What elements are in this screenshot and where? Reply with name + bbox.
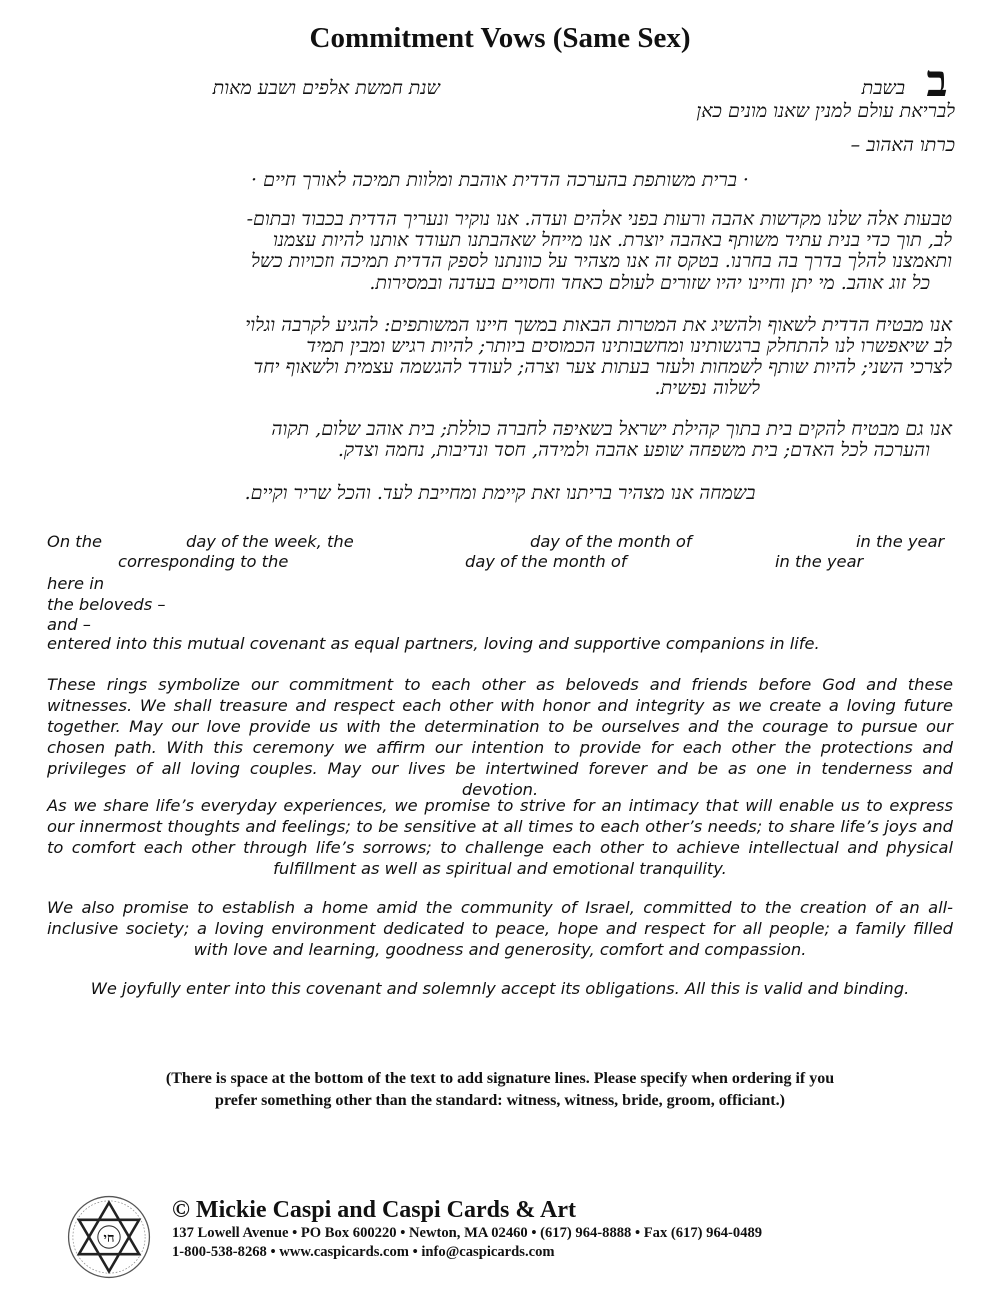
hebrew-para2-line: לב שיאפשרו לנו להתחלק ברגשותינו ומחשבותינו הכמוסים ביותר; להיות רגיש ומבין תמיד [306, 335, 952, 357]
document-title: Commitment Vows (Same Sex) [309, 22, 691, 54]
footer-contact: 1-800-538-8268 • www.caspicards.com • info@caspicards.com [172, 1244, 555, 1260]
english-para1: These rings symbolize our commitment to each other as beloveds and friends before God and these witnesses. We shall treasure and respect each other with honor and integrity as we create a loving future together. May our love provide us with the determination to be ourselves and the courage to pursue our chosen path. With this ceremony we affirm our intention to provide for each other the protections and privileges of all loving couples. May our lives be intertwined forever and be as one in tenderness and devotion. [47, 675, 953, 799]
english-para3: We also promise to establish a home amid the community of Israel, committed to the creation of an all-inclusive society; a loving environment dedicated to peace, hope and respect for all people; a family filled with love and learning, goodness and generosity, comfort and compassion. [47, 898, 953, 959]
label-in-the-year-2: in the year [775, 552, 864, 571]
label-day-of-month: day of the month of [530, 532, 692, 551]
hebrew-beloved-line: כרתו האהוב – [850, 134, 955, 156]
footer-copyright: © Mickie Caspi and Caspi Cards & Art [172, 1197, 576, 1223]
hebrew-para1-line: טבעות אלה שלנו מקדשות אהבה ורעות בפני אלהים ועדה. אנו נוקיר ונעריך הדדית בכבוד ובתום- [246, 208, 952, 230]
hebrew-para1-line: כל זוג אוהב. מי יתן וחיינו יהיו שזורים לעולם כאחד וחסויים בעדנה ובמסירות. [369, 272, 930, 294]
label-here-in: here in [47, 574, 105, 593]
hebrew-para4: בשמחה אנו מצהיר בריתנו זאת קיימת ומחייבת לעד. והכל שריר וקיים. [244, 482, 756, 504]
label-the-beloveds: the beloveds – [47, 595, 166, 614]
label-and: and – [47, 615, 91, 634]
hebrew-bashabbat: בשבת [861, 77, 905, 99]
footer-address: 137 Lowell Avenue • PO Box 600220 • Newton, MA 02460 • (617) 964-8888 • Fax (617) 964-0489 [172, 1225, 763, 1241]
footer [172, 1196, 762, 1262]
entered-covenant-line: entered into this mutual covenant as equal partners, loving and supportive companions in life. [47, 634, 820, 653]
hebrew-para2-line: לצרכי השני; להיות שותף לשמחות ולעזר בעתות צער וצרה; לעודד להגשמה עצמית ולשאוף יחד [253, 356, 952, 378]
ordering-note-line: prefer something other than the standard: witness, witness, bride, groom, officiant.) [215, 1092, 785, 1109]
label-day-of-week: day of the week, the [186, 532, 354, 551]
label-on-the: On the [47, 532, 103, 551]
hebrew-bet-letter: ב [926, 56, 948, 107]
hebrew-para2-line: אנו מבטיח הדדית לשאוף ולהשיג את המטרות הבאות במשך חיינו המשותפים: להגיע לקרבה וגלוי [245, 314, 952, 336]
hebrew-para2-line: לשלוה נפשית. [654, 377, 760, 399]
hebrew-para3-line: והערכה לכל האדם; בית משפחה שופע אהבה ולמידה, חסד ונדיבות, נחמה וצדק. [337, 439, 930, 461]
hebrew-year-line: שנת חמשת אלפים ושבע מאות [212, 77, 440, 99]
english-para4: We joyfully enter into this covenant and solemnly accept its obligations. All this is valid and binding. [90, 979, 910, 998]
logo-chai-letters: חי [103, 1231, 115, 1247]
hebrew-para3-line: אנו גם מבטיח להקים בית בתוך קהילת ישראל בשאיפה לחברה כוללת; בית אוהב שלום, תקוה [271, 418, 952, 440]
hebrew-para1-line: לב, תוך כדי בנית עתיד משותף באהבה יוצרת. אנו מייחל שאהבתנו תעודד אותנו להיות עצמנו [272, 229, 952, 251]
star-of-david-logo-icon [66, 1194, 152, 1280]
english-para2: As we share life’s everyday experiences, we promise to strive for an intimacy that will enable us to express our innermost thoughts and feelings; to be sensitive at all times to each other’s needs; to share life’s joys and to comfort each other through life’s sorrows; to challenge each other to achieve intellectual and physical fulfillment as well as spiritual and emotional tranquility. [47, 796, 953, 878]
hebrew-creation-line: לבריאת עולם למנין שאנו מונים כאן [696, 100, 955, 122]
hebrew-para1-line: ותאמצנו להלך בדרך בה בחרנו. בטקס זה אנו מצהיר על כוונתנו לספק הדדית תמיכה וזכויות כשל [250, 250, 952, 272]
label-in-the-year: in the year [856, 532, 945, 551]
ordering-note-line: (There is space at the bottom of the text to add signature lines. Please specify when ordering if you [165, 1070, 835, 1087]
ordering-note [60, 1068, 940, 1112]
hebrew-covenant-line: · ברית משותפת בהערכה הדדית אוהבת ומלוות תמיכה לאורך חיים · [251, 169, 749, 191]
label-day-of-month-2: day of the month of [465, 552, 627, 571]
label-corresponding: corresponding to the [118, 552, 289, 571]
